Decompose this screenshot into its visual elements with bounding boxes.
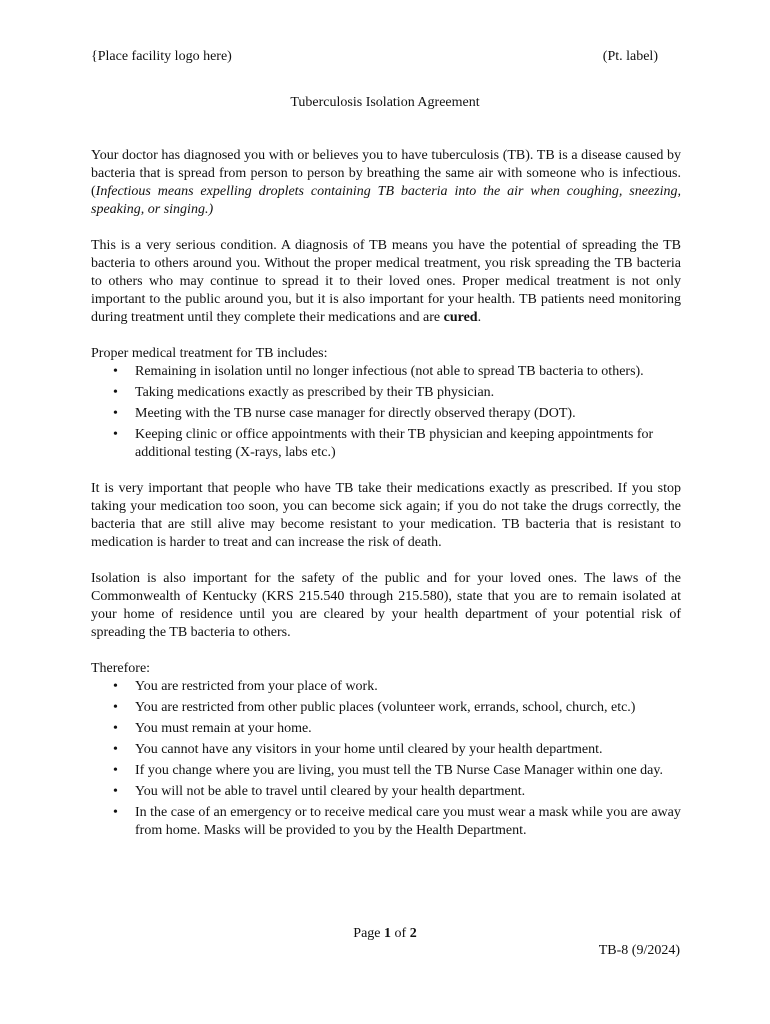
list-item: • You cannot have any visitors in your home until cleared by your health department. [91,741,681,759]
list-item: • You will not be able to travel until cleared by your health department. [91,783,681,801]
restrictions-list [91,678,681,840]
list-item: • If you change where you are living, you must tell the TB Nurse Case Manager within one day. [91,762,681,780]
page-number: Page 1 of 2 [353,926,417,941]
list-item: • In the case of an emergency or to receive medical care you must wear a mask while you are away from home. Masks will be provided to you by the Health Department. [91,804,681,840]
document-body [91,147,681,858]
paragraph-isolation-law: Isolation is also important for the safety of the public and for your loved ones. The laws of the Commonwealth of Kentucky (KRS 215.540 through 215.580), state that you are to remain isolated at your home of residence until you are cleared by your health department of your potential risk of spreading the TB bacteria to others. [91,571,681,640]
paragraph-medication: It is very important that people who have TB take their medications exactly as prescribed. If you stop taking your medication too soon, you can become sick again; if you do not take the drugs correctly, the bacteria that are still alive may become resistant to your medication. TB bacteria that is resistant to medication is harder to treat and can increase the risk of death. [91,481,681,550]
infectious-definition: Infectious means expelling droplets containing TB bacteria into the air when coughing, sneezing, speaking, or singing.) [91,184,681,217]
list-item: • Meeting with the TB nurse case manager for directly observed therapy (DOT). [91,405,681,423]
cured-emphasis: cured [443,310,478,325]
list-item: • You are restricted from other public places (volunteer work, errands, school, church, etc.) [91,699,681,717]
list-item: • Taking medications exactly as prescribed by their TB physician. [91,384,681,402]
form-id: TB-8 (9/2024) [598,943,680,958]
treatment-list [91,363,681,462]
list-item: • You are restricted from your place of work. [91,678,681,696]
document-title: Tuberculosis Isolation Agreement [290,95,480,110]
list-item: • You must remain at your home. [91,720,681,738]
list-item: • Remaining in isolation until no longer infectious (not able to spread TB bacteria to others). [91,363,681,381]
patient-label: (Pt. label) [602,49,658,64]
therefore-intro: Therefore: [91,661,151,676]
paragraph-serious-condition: This is a very serious condition. A diagnosis of TB means you have the potential of spreading the TB bacteria to others around you. Without the proper medical treatment, you risk spreading the TB bacteria to others who may continue to spread it to their loved ones. Proper medical treatment is not only important to the public around you, but it is also important for your health. TB patients need monitoring during treatment until they complete their medications and are cured. [91,238,681,325]
treatment-intro: Proper medical treatment for TB includes: [91,346,328,361]
list-item: • Keeping clinic or office appointments with their TB physician and keeping appointments for additional testing (X-rays, labs etc.) [91,426,681,462]
logo-placeholder: {Place facility logo here) [91,49,232,64]
paragraph-diagnosis: Your doctor has diagnosed you with or believes you to have tuberculosis (TB). TB is a disease caused by bacteria that is spread from person to person by breathing the same air with someone who is infectious. (Infectious means expelling droplets containing TB bacteria into the air when coughing, sneezing, speaking, or singing.) [91,148,681,217]
